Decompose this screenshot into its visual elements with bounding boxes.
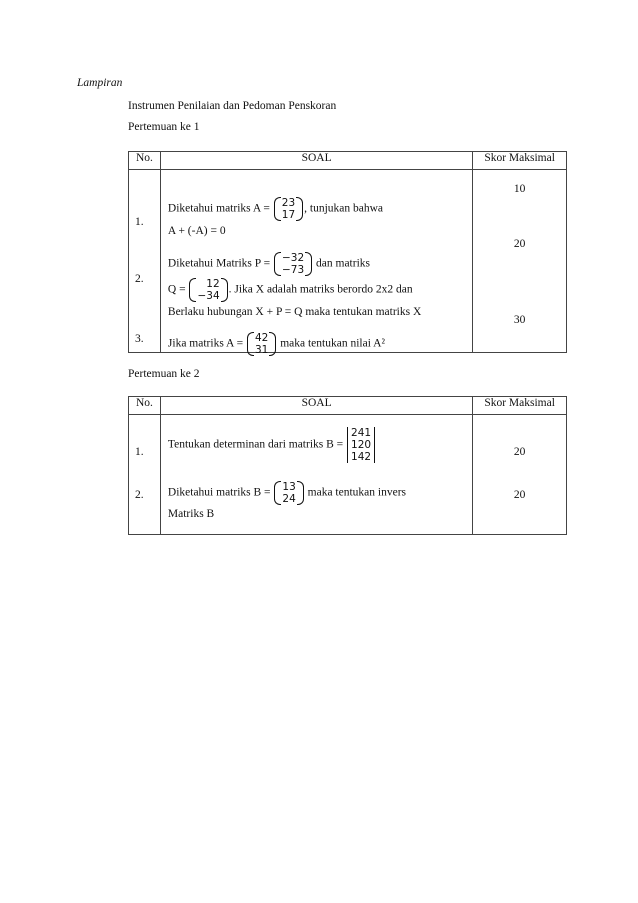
q1-score: 20: [513, 446, 526, 458]
q3-text-a: Jika matriks A =: [167, 337, 244, 350]
matrix-cell: 1: [351, 439, 358, 451]
skor-column: [473, 415, 567, 535]
soal-column: [160, 170, 472, 356]
table-pertemuan-1: [128, 151, 567, 356]
q3-number: 3.: [135, 333, 144, 345]
matrix-a: [274, 197, 303, 221]
matrix-cell: 0: [364, 439, 372, 451]
q2-line3: Berlaku hubungan X + P = Q maka tentukan matriks X: [167, 306, 422, 318]
matrix-cell: 2: [282, 493, 290, 505]
lampiran-heading: Lampiran: [77, 77, 123, 89]
instrumen-title: Instrumen Penilaian dan Pedoman Penskoran: [128, 100, 337, 112]
q3-text-b: maka tentukan nilai A²: [280, 337, 385, 350]
q3-score: 30: [513, 314, 526, 326]
q2-text-a: Diketahui Matriks P =: [167, 257, 271, 270]
matrix-cell: 1: [281, 209, 289, 221]
soal-column: [160, 415, 472, 535]
matrix-cell: 2: [357, 439, 365, 451]
q1-text-b: , tunjukan bahwa: [304, 202, 384, 215]
matrix-cell: 4: [357, 451, 365, 463]
matrix-cell: 3: [288, 197, 296, 209]
matrix-cell: 1: [261, 344, 269, 356]
header-no: No.: [129, 397, 161, 415]
matrix-q: [189, 278, 227, 302]
matrix-cell: 1: [364, 427, 372, 439]
header-soal: SOAL: [160, 152, 472, 170]
matrix-cell: 2: [351, 427, 358, 439]
matrix-cell: 2: [281, 197, 289, 209]
matrix-cell: −3: [281, 252, 298, 264]
q1-text-a: Tentukan determinan dari matriks B =: [167, 438, 344, 451]
no-column: [129, 170, 161, 353]
matrix-cell: 7: [288, 209, 296, 221]
header-soal: SOAL: [160, 397, 472, 415]
matrix-cell: −3: [197, 290, 213, 302]
matrix-cell: −7: [281, 264, 298, 276]
q2-text-a: Diketahui matriks B =: [167, 486, 271, 499]
q2-score: 20: [513, 238, 526, 250]
matrix-cell: 4: [289, 493, 296, 505]
matrix-cell: 2: [297, 252, 305, 264]
q2-number: 2.: [135, 273, 144, 285]
header-no: No.: [129, 152, 161, 170]
q2-text-d: . Jika X adalah matriks berordo 2x2 dan: [228, 283, 413, 296]
q1-text-a: Diketahui matriks A =: [167, 202, 270, 215]
q2-text-c: Q =: [167, 283, 186, 296]
matrix-cell: 2: [212, 278, 220, 290]
q2-line1: [168, 481, 406, 505]
matrix-p: [274, 252, 312, 276]
skor-column: [473, 170, 567, 353]
matrix-cell: 3: [254, 344, 262, 356]
q2-text-b: maka tentukan invers: [307, 486, 407, 499]
matrix-b-determinant: [347, 427, 375, 463]
q1-number: 1.: [135, 216, 144, 228]
matrix-cell: 1: [282, 481, 290, 493]
q1-score: 10: [513, 183, 526, 195]
table-pertemuan-2: [128, 396, 567, 535]
q1-line2: A + (-A) = 0: [167, 225, 226, 237]
matrix-b: [274, 481, 303, 505]
matrix-cell: 2: [261, 332, 269, 344]
q2-score: 20: [513, 489, 526, 501]
q3-line1: [168, 332, 385, 356]
pertemuan-2-label: Pertemuan ke 2: [128, 368, 200, 380]
q2-line2: [168, 278, 413, 302]
matrix-cell: 4: [212, 290, 220, 302]
matrix-cell: 3: [289, 481, 296, 493]
matrix-cell: 4: [254, 332, 262, 344]
matrix-a-q3: [247, 332, 276, 356]
q2-text-b: dan matriks: [316, 257, 371, 270]
matrix-cell: 1: [206, 278, 213, 290]
q2-line2: Matriks B: [167, 508, 215, 520]
q1-line1: [168, 427, 376, 463]
q1-number: 1.: [135, 446, 144, 458]
q2-number: 2.: [135, 489, 144, 501]
q1-line1: [168, 197, 383, 221]
q2-line1: [168, 252, 370, 276]
header-skor: Skor Maksimal: [473, 397, 567, 415]
header-skor: Skor Maksimal: [473, 152, 567, 170]
pertemuan-1-label: Pertemuan ke 1: [128, 121, 200, 133]
matrix-cell: 4: [357, 427, 365, 439]
matrix-cell: 3: [297, 264, 305, 276]
no-column: [129, 415, 161, 535]
matrix-cell: 2: [364, 451, 372, 463]
matrix-cell: 1: [351, 451, 358, 463]
